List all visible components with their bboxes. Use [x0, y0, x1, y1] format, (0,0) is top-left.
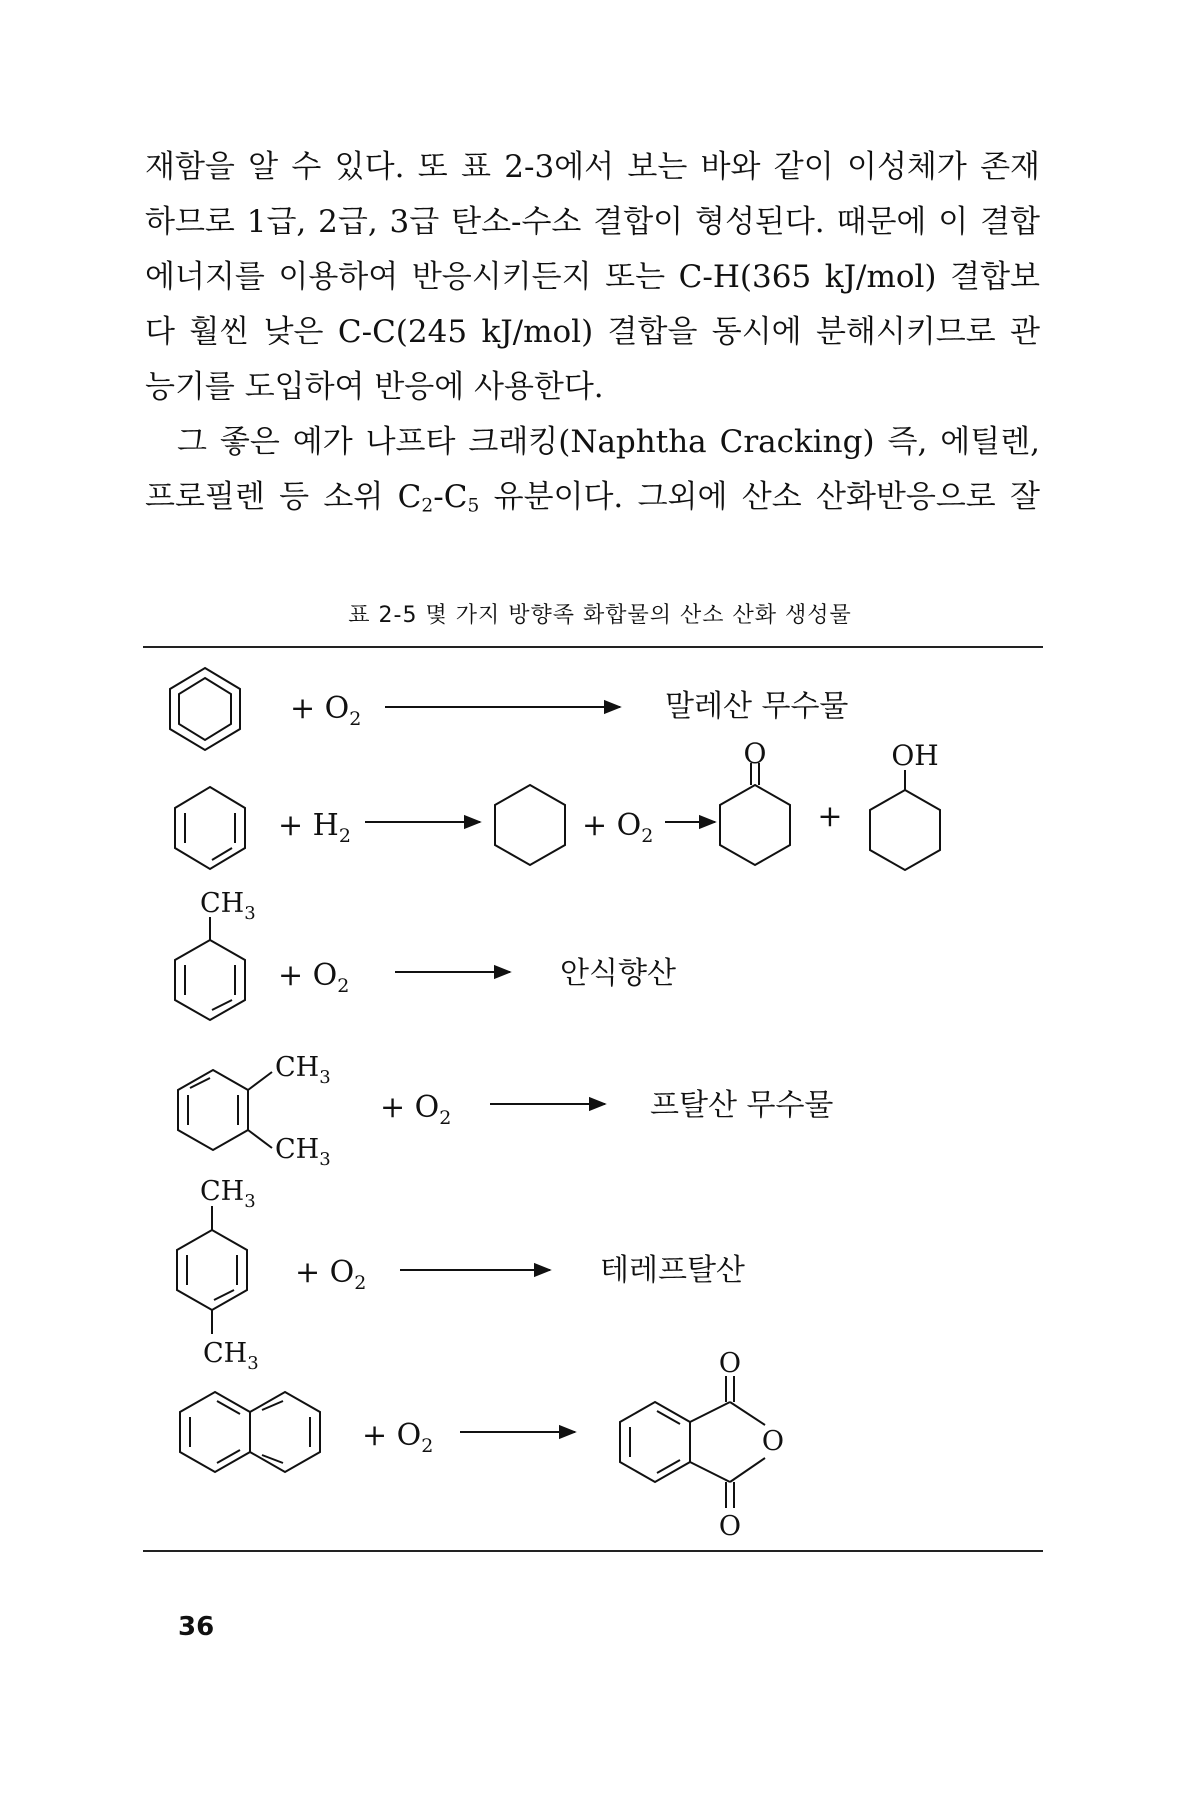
reagent-label: + $O_2$: [362, 1418, 434, 1457]
text-line: 에너지를 이용하여 반응시키든지 또는 C-H(365 kJ/mol) 결합보: [145, 259, 1040, 295]
text-line: 재함을 알 수 있다. 또 표 2-3에서 보는 바와 같이 이성체가 존재: [145, 149, 1040, 185]
product-label: 테레프탈산: [600, 1253, 745, 1288]
text-run: 유분이다. 그외에 산소 산화반응으로 잘: [479, 479, 1041, 515]
reagent-label: + $O_2$: [278, 958, 350, 997]
o-xylene-structure: [178, 1070, 272, 1150]
text-line: 하므로 1급, 2급, 3급 탄소-수소 결합이 형성된다. 때문에 이 결합: [145, 204, 1040, 240]
plus-sign: +: [817, 799, 843, 834]
table-caption: 표 2-5 몇 가지 방향족 화합물의 산소 산화 생성물: [348, 603, 852, 628]
product-label: 안식향산: [560, 956, 676, 991]
cyclohexane-structure: [495, 785, 565, 865]
oxygen-label: O: [718, 1511, 742, 1542]
oxygen-label: O: [718, 1348, 742, 1379]
reaction-row-5: [177, 1176, 745, 1374]
methyl-label: $CH_3$: [275, 1052, 331, 1088]
reaction-row-3: [175, 888, 676, 1020]
text-run: 프로필렌 등 소위 C: [145, 479, 422, 515]
product-label: 말레산 무수물: [665, 689, 849, 724]
phthalic-anhydride-structure: [620, 1348, 784, 1542]
reagent-label: + $O_2$: [380, 1090, 452, 1129]
reagent-label: + $O_2$: [290, 691, 362, 730]
benzene-structure: [175, 787, 245, 869]
cyclohexanol-structure: [870, 739, 940, 870]
naphthalene-structure: [180, 1392, 320, 1472]
hydroxyl-label: OH: [891, 739, 939, 772]
methyl-label: $CH_3$: [203, 1338, 259, 1374]
reagent-label: + $H_2$: [278, 808, 351, 847]
methyl-label: $CH_3$: [200, 1176, 256, 1212]
p-xylene-structure: [177, 1206, 247, 1334]
text-line: 능기를 도입하여 반응에 사용한다.: [145, 369, 604, 405]
oxygen-label: O: [761, 1426, 785, 1457]
reagent-label: + $O_2$: [582, 808, 654, 847]
benzene-structure: [170, 668, 240, 750]
subscript: 5: [467, 495, 480, 517]
text-line: 다 훨씬 낮은 C-C(245 kJ/mol) 결합을 동시에 분해시키므로 관: [145, 314, 1040, 350]
text-run: -C: [433, 479, 468, 515]
text-line: 그 좋은 예가 나프타 크래킹(Naphtha Cracking) 즉, 에틸렌,: [177, 424, 1040, 460]
subscript: 2: [421, 495, 434, 517]
reaction-row-4: [178, 1052, 833, 1170]
oxygen-label: O: [743, 737, 767, 770]
page-number: 36: [178, 1612, 215, 1642]
product-label: 프탈산 무수물: [650, 1088, 834, 1123]
reaction-row-6: [180, 1348, 784, 1542]
reaction-row-2: [175, 737, 940, 870]
reagent-label: + $O_2$: [295, 1255, 367, 1294]
cyclohexanone-structure: [720, 737, 790, 865]
methyl-label: $CH_3$: [200, 888, 256, 924]
methyl-label: $CH_3$: [275, 1134, 331, 1170]
toluene-structure: [175, 917, 245, 1020]
